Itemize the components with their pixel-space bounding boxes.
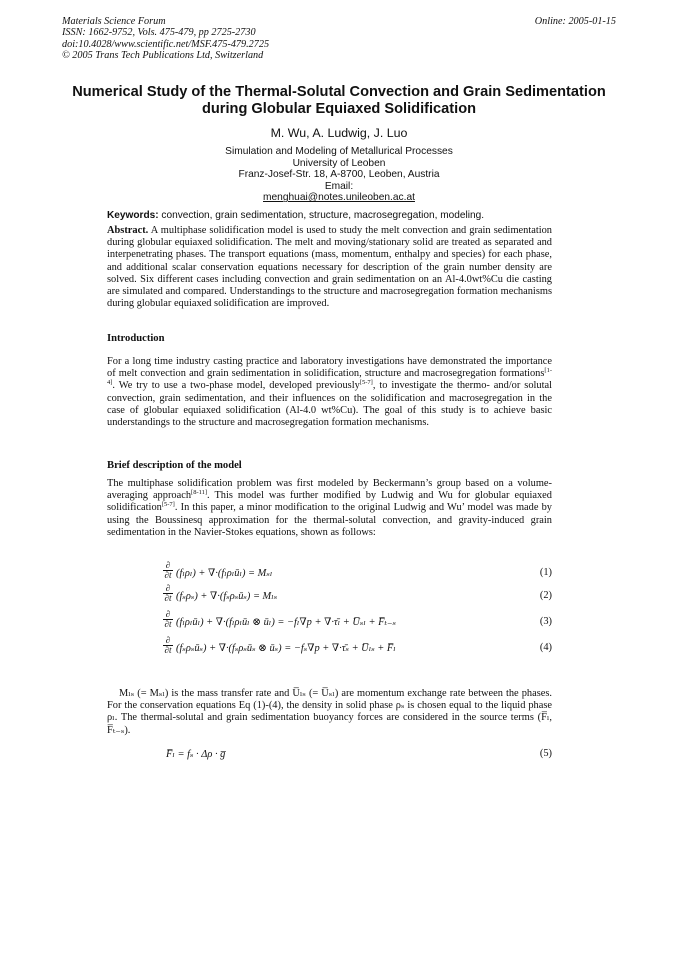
derivative-numerator: ∂ [165,583,171,593]
affiliation-line: University of Leoben [292,157,386,169]
derivative-numerator: ∂ [165,609,171,619]
derivative-denominator: ∂t [164,645,172,655]
derivative-denominator: ∂t [164,570,172,580]
paragraph-text: For a long time industry casting practice and laboratory investigations have demonstrated the importance of melt convection and grain sedimentation in solidification, structure and macrosegregation formations [107,356,552,380]
paragraph-text: . This model was further modified by Ludwig and Wu for globular equiaxed solidification [107,490,552,514]
equation-expression: (fₛρₛūₛ) + ∇·(fₛρₛūₛ ⊗ ūₛ) = −fₛ∇p + ∇·τ̄ₛ + U̅ₗₛ + F̅ₗ [176,643,396,654]
copyright-line: © 2005 Trans Tech Publications Ltd, Switzerland [62,50,264,62]
abstract-text: A multiphase solidification model is used to study the melt convection and grain sedimentation during globular equiaxed solidification. The melt and moving/stationary solid are treated as separated and interpenetrating phases. The transport equations (mass, momentum, enthalpy and species) for each phase, and additional scalar conservation equations necessary for description of the grain number density are solved. Six different cases including convection and grain sedimentation on an Al-4.0wt%Cu die casting are simulated and compared. Understandings to the structure and macrosegregation formation mechanisms during globular equiaxed solidification are improved. [107,225,552,310]
email-label: Email: [324,180,354,192]
doi-line: doi:10.4028/www.scientific.net/MSF.475-479.2725 [62,38,270,50]
equation-1 [162,560,552,585]
derivative-numerator: ∂ [165,560,171,570]
equation-3 [162,609,552,634]
partial-derivative [162,561,174,580]
affiliation-block [0,146,678,204]
affiliation-line: Simulation and Modeling of Metallurical Processes [225,146,453,157]
citation: [5-7] [161,501,175,509]
paragraph-text: . In this paper, a minor modification to the original Ludwig and Wu’ model was made by using the Boussinesq approximation for the thermal-solutal convection, and gravity-induced grain sedimentation in the Navier-Stokes equations, shown as follows: [107,502,552,538]
equation-expression: (fₗρₗūₗ) + ∇·(fₗρₗūₗ ⊗ ūₗ) = −fₗ∇p + ∇·τ̄ₗ + U̅ₛₗ + F̅ₜ₋ₛ [176,617,396,628]
equation-expression: (fₛρₛ) + ∇·(fₛρₛūₛ) = Mₗₛ [176,591,278,602]
equation-2 [162,583,552,608]
partial-derivative [162,610,174,629]
equation-5 [162,746,552,766]
paragraph-text: . We try to use a two-phase model, developed previously [112,380,360,392]
equation-4 [162,635,552,660]
partial-derivative [162,636,174,655]
keywords [107,210,573,221]
abstract-label: Abstract. [107,225,149,236]
email-line [0,181,678,204]
online-date: Online: 2005-01-15 [534,16,616,27]
equation-explanation-paragraph: Mₗₛ (= Mₛₗ) is the mass transfer rate and U̅ₗₛ (= U̅ₛₗ) are momentum exchange rate between the phases. For the conservation equations Eq (1)-(4), the density in solid phase ρₛ is chosen equal to the liquid phase ρₗ. The thermal-solutal and grain sedimentation buoyancy forces are considered in the source terms (F̅ₗ, F̅ₜ₋ₛ). [107,688,552,736]
equation-expression: (fₗρₗ) + ∇·(fₗρₗūₗ) = Mₛₗ [176,568,273,579]
paper-title: Numerical Study of the Thermal-Solutal Convection and Grain Sedimentation during Globular Equiaxed Solidification [72,84,606,117]
derivative-numerator: ∂ [165,635,171,645]
journal-name: Materials Science Forum [62,16,166,27]
equation-number: (4) [539,642,552,653]
keywords-text: convection, grain sedimentation, structure, macrosegregation, modeling. [158,210,485,221]
author-list: M. Wu, A. Ludwig, J. Luo [270,126,408,140]
section-heading-model: Brief description of the model [107,460,242,471]
keywords-label: Keywords: [107,210,159,221]
equation-number: (2) [539,590,552,601]
citation: [8-11] [191,489,208,497]
affiliation-line: Franz-Josef-Str. 18, A-8700, Leoben, Austria [238,169,440,181]
citation: [1-4] [107,367,552,387]
abstract [107,225,552,310]
email-link[interactable]: menghuai@notes.unileoben.ac.at [263,192,415,204]
paragraph-text: , to investigate the thermo- and/or solutal convection, grain sedimentation, and their influences on the solidification and macrosegregation in the case of globular equiaxed solidification (Al-4.0 wt%Cu). The goal of this study is to achieve basic understandings to the structure and macrosegregation formation mechanisms. [107,380,552,429]
equation-number: (3) [539,616,552,627]
journal-header [62,16,616,62]
derivative-denominator: ∂t [164,619,172,629]
section-heading-introduction: Introduction [107,333,165,344]
equation-number: (1) [539,567,552,578]
citation: [5-7] [359,379,373,387]
issn-line: ISSN: 1662-9752, Vols. 475-479, pp 2725-2730 [62,27,256,39]
equation-number: (5) [539,748,552,759]
partial-derivative [162,584,174,603]
equation-expression: F̅ₗ = fₛ · Δρ · g̅ [166,749,226,760]
model-paragraph [107,478,552,539]
introduction-paragraph [107,356,552,429]
derivative-denominator: ∂t [164,593,172,603]
paragraph-text: The multiphase solidification problem was first modeled by Beckermann’s group based on a volume-averaging approach [107,478,552,502]
